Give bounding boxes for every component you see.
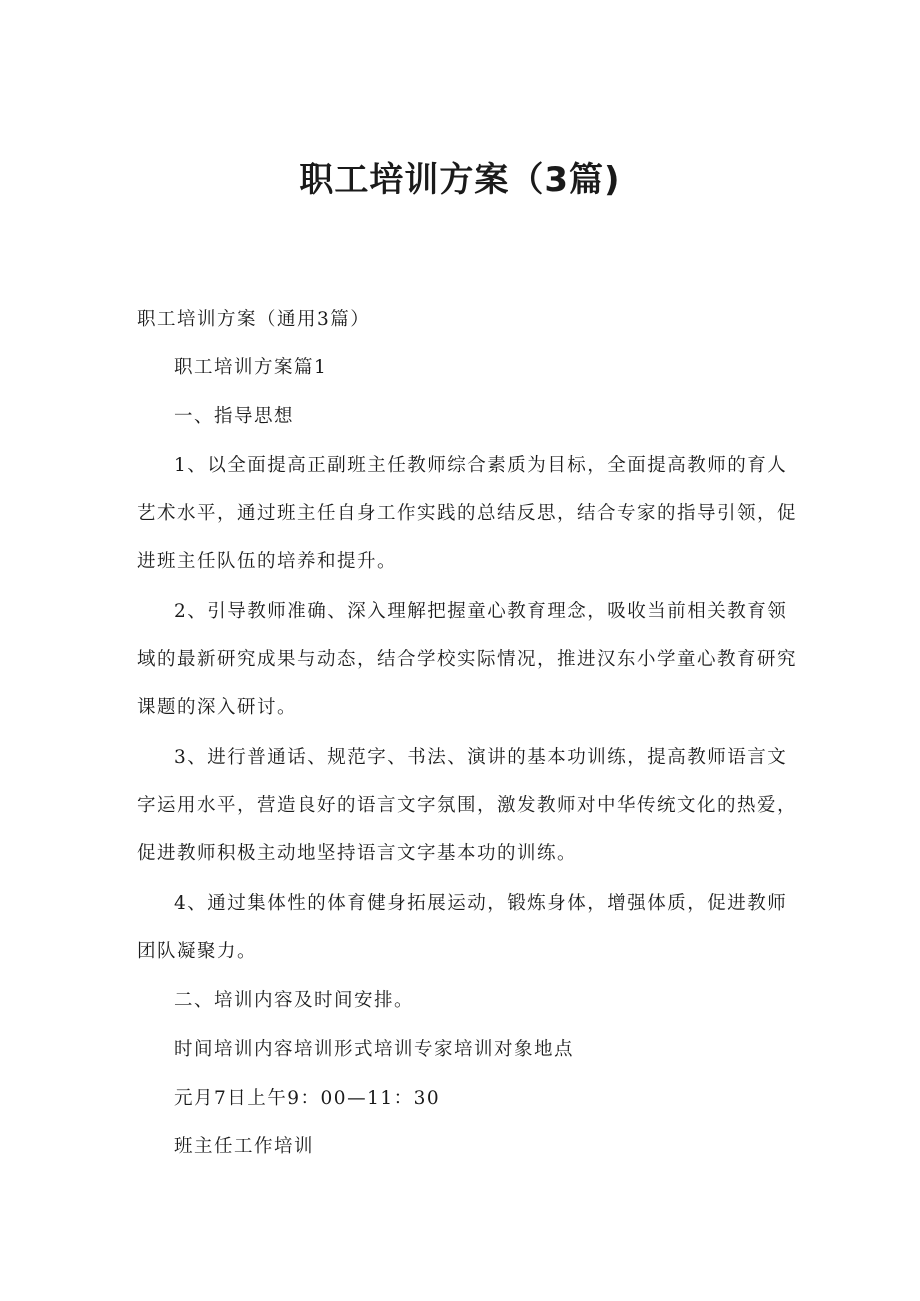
heading-training-content: 二、培训内容及时间安排。 — [174, 990, 415, 1011]
document-subtitle: 职工培训方案（通用3篇） — [137, 309, 371, 330]
section-heading: 职工培训方案篇1 — [174, 357, 328, 378]
paragraph-4: 4、通过集体性的体育健身拓展运动，锻炼身体，增强体质，促进教师 团队凝聚力。 — [137, 893, 788, 962]
paragraph-1: 1、以全面提高正副班主任教师综合素质为目标，全面提高教师的育人 艺术水平，通过班主任自身工作实践的总结反思，结合专家的指导引领，促 进班主任队伍的培养和提升。 — [137, 455, 798, 572]
document-title: 职工培训方案（3篇) — [299, 160, 621, 200]
paragraph-3: 3、进行普通话、规范字、书法、演讲的基本功训练，提高教师语言文 字运用水平，营造良好的语言文字氛围，激发教师对中华传统文化的热爱， 促进教师积极主动地坚持语言文字基本功的训练。 — [137, 747, 798, 864]
training-item-line: 班主任工作培训 — [174, 1136, 315, 1157]
heading-guiding-ideology: 一、指导思想 — [174, 406, 295, 427]
time-line: 元月7日上午9：00—11：30 — [174, 1088, 441, 1109]
table-header-line: 时间培训内容培训形式培训专家培训对象地点 — [174, 1039, 575, 1060]
paragraph-2: 2、引导教师准确、深入理解把握童心教育理念，吸收当前相关教育领 域的最新研究成果与动态，结合学校实际情况，推进汉东小学童心教育研究 课题的深入研讨。 — [137, 601, 798, 718]
